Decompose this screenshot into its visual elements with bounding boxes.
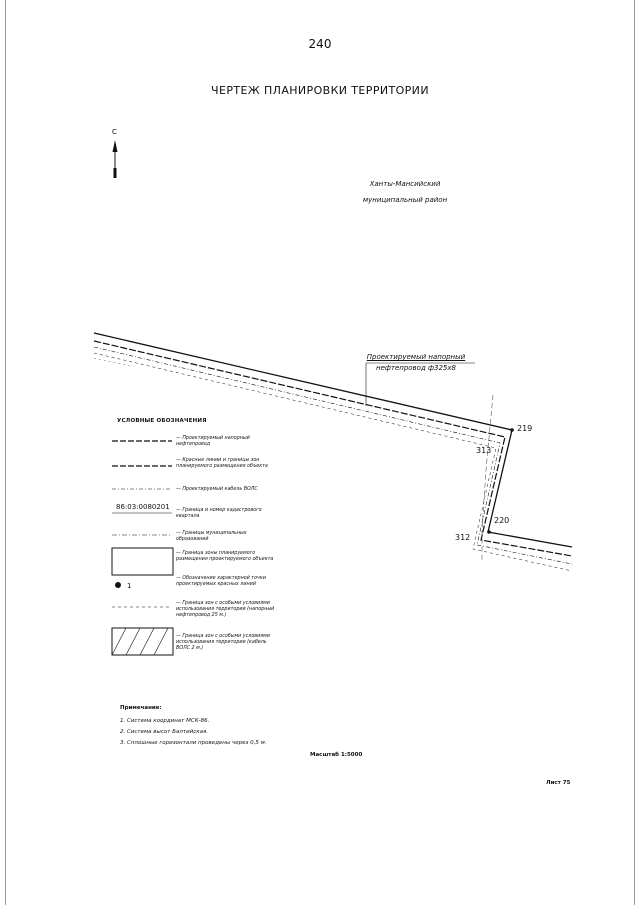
point-label-313: 313	[476, 446, 492, 455]
legend-item-fiber-cable: — Проектируемый кабель ВОЛС	[176, 487, 258, 492]
north-label: С	[112, 128, 117, 136]
north-arrow-icon	[113, 140, 118, 178]
zone-boundary-inner	[94, 353, 572, 571]
legend-dot-label: 1	[127, 582, 132, 590]
sheet-number: Лист 75	[546, 780, 571, 786]
point-label-312: 312	[455, 533, 471, 542]
pipeline-label-line-2: нефтепровод ф325х8	[376, 364, 456, 372]
legend-item-pipeline-zone: — Граница зон с особыми условиями использования территории (напорный нефтепровод 25 м.)	[176, 601, 275, 618]
point-marker-219	[510, 428, 514, 432]
area-label-line-2: муниципальный район	[362, 196, 448, 204]
legend-title: УСЛОВНЫЕ ОБОЗНАЧЕНИЯ	[117, 418, 207, 424]
point-marker-220	[487, 530, 491, 534]
pipeline-label-line-1: Проектируемый напорный	[366, 353, 466, 361]
drawing-title: ЧЕРТЕЖ ПЛАНИРОВКИ ТЕРРИТОРИИ	[211, 84, 429, 97]
notes-title: Примечание:	[120, 705, 162, 711]
note-item: 2. Система высот Балтийская.	[120, 729, 208, 735]
legend-item-red-lines: — Красные линии и границы зон планируемого размещения объекта	[176, 458, 268, 469]
legend-item-municipal: — Границы муниципальных образований	[176, 531, 247, 542]
point-label-220: 220	[494, 516, 510, 525]
legend-item-point: — Обозначение характерной точки проектируемых красных линий	[176, 576, 266, 587]
legend-item-pipeline: — Проектируемый напорный нефтепровод	[176, 436, 250, 447]
legend-item-placement-zone: — Граница зоны планируемого размещения проектируемого объекта	[176, 551, 274, 562]
note-item: 1. Система координат МСК-86.	[120, 718, 210, 724]
legend-item-cadastral: — Граница и номер кадастрового квартала	[176, 508, 262, 519]
point-label-219: 219	[517, 424, 533, 433]
legend-item-cable-zone: — Граница зон с особыми условиями использования территории (кабель ВОЛС 2 м.)	[176, 634, 270, 651]
legend-symbols	[112, 441, 173, 655]
legend-cadastral-number: 86:03:0080201	[116, 503, 170, 511]
red-line-outer	[94, 333, 572, 547]
scale-label: Масштаб 1:5000	[310, 752, 363, 758]
area-label-line-1: Ханты-Мансийский	[369, 180, 441, 188]
page-number: 240	[308, 37, 332, 51]
note-item: 3. Сплошные горизонтали проведены через 0,5 м.	[120, 740, 267, 746]
cadastral-boundary	[482, 395, 493, 560]
